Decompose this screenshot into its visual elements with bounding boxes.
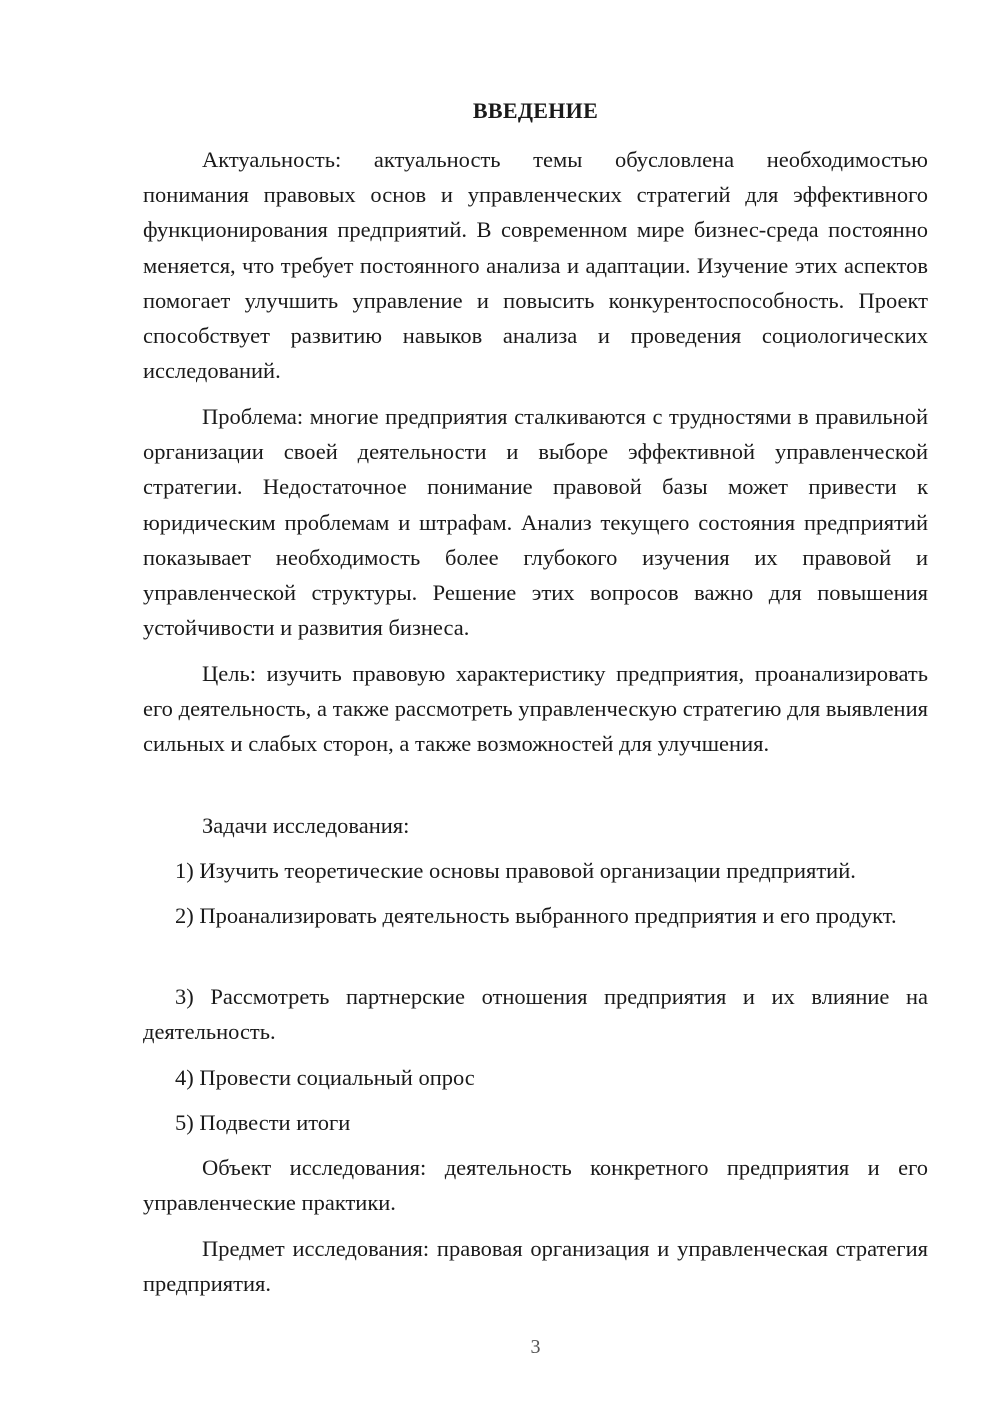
page-number: 3 — [530, 1336, 541, 1358]
task-item-4: 4) Провести социальный опрос — [175, 1065, 475, 1090]
goal-paragraph: Цель: изучить правовую характеристику предприятия, проанализировать его деятельность, а также рассмотреть управленческую стратегию для выявления сильных и слабых сторон, а также возможностей для улучшения. — [143, 661, 928, 757]
object-paragraph: Объект исследования: деятельность конкретного предприятия и его управленческие практики. — [143, 1155, 928, 1216]
task-item-2: 2) Проанализировать деятельность выбранного предприятия и его продукт. — [175, 903, 897, 928]
problem-paragraph: Проблема: многие предприятия сталкиваются с трудностями в правильной организации своей деятельности и выборе эффективной управленческой стратегии. Недостаточное понимание правовой базы может привести к юридическим проблемам и штрафам. Анализ текущего состояния предприятий показывает необходимость более глубокого изучения их правовой и управленческой структуры. Решение этих вопросов важно для повышения устойчивости и развития бизнеса. — [143, 404, 928, 641]
subject-paragraph: Предмет исследования: правовая организация и управленческая стратегия предприятия. — [143, 1236, 928, 1297]
relevance-paragraph: Актуальность: актуальность темы обусловлена необходимостью понимания правовых основ и управленческих стратегий для эффективного функционирования предприятий. В современном мире бизнес-среда постоянно меняется, что требует постоянного анализа и адаптации. Изучение этих аспектов помогает улучшить управление и повысить конкурентоспособность. Проект способствует развитию навыков анализа и проведения социологических исследований. — [143, 147, 928, 384]
tasks-heading: Задачи исследования: — [202, 813, 410, 838]
task-item-3: 3) Рассмотреть партнерские отношения предприятия и их влияние на деятельность. — [143, 984, 928, 1045]
section-title: ВВЕДЕНИЕ — [472, 98, 599, 123]
task-item-5: 5) Подвести итоги — [175, 1110, 351, 1135]
task-item-1: 1) Изучить теоретические основы правовой организации предприятий. — [175, 858, 856, 883]
